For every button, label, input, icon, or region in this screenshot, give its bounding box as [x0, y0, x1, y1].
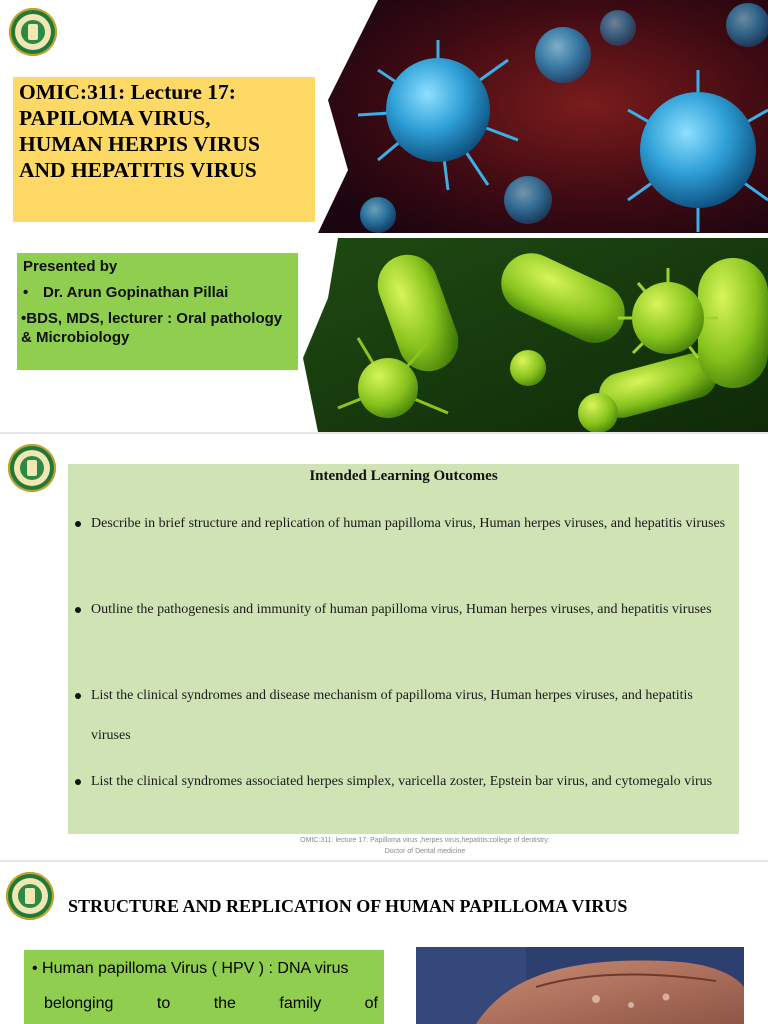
bullet-dot-icon: [75, 693, 81, 699]
hpv-bullet-continuation: [44, 995, 378, 1013]
bacteria-illustration: [298, 238, 768, 432]
title-line: HUMAN HERPIS VIRUS: [19, 132, 260, 156]
slide-footer: [220, 835, 630, 857]
outcome-item: [91, 762, 736, 802]
lecture-title-box: [13, 77, 315, 222]
lecture-title: [19, 79, 314, 183]
university-seal-icon: [8, 444, 56, 492]
bullet-dot-icon: [75, 779, 81, 785]
presenter-credentials: •BDS, MDS, lecturer : Oral pathology & Microbiology: [21, 310, 283, 346]
word: of: [364, 995, 378, 1012]
word: to: [156, 995, 171, 1012]
presenter-box: [17, 253, 298, 370]
word: family: [279, 995, 322, 1012]
title-line: PAPILOMA VIRUS,: [19, 106, 211, 130]
slide-heading: STRUCTURE AND REPLICATION OF HUMAN PAPILLOMA VIRUS: [68, 896, 628, 916]
hpv-description-box: [24, 950, 384, 1024]
learning-outcomes-slide: [0, 434, 768, 860]
word: the: [213, 995, 236, 1012]
footer-line: Doctor of Dental medicine: [384, 848, 466, 855]
word: belonging: [44, 995, 114, 1012]
outcome-item: [91, 590, 736, 630]
presenter-name-row: [23, 283, 228, 302]
outcome-text: List the clinical syndromes associated herpes simplex, varicella zoster, Epstein bar virus, and cytomegalo virus: [91, 774, 713, 789]
presented-by-label: Presented by: [23, 258, 118, 275]
outcome-text: List the clinical syndromes and disease mechanism of papilloma virus, Human herpes viruses, and hepatitis viruses: [91, 688, 693, 743]
learning-outcomes-box: [68, 464, 739, 834]
title-line: AND HEPATITIS VIRUS: [19, 158, 257, 182]
learning-outcomes-heading: Intended Learning Outcomes: [309, 468, 498, 484]
virus-illustration: [318, 0, 768, 233]
title-line: OMIC:311: Lecture 17:: [19, 80, 236, 104]
hpv-structure-slide: [0, 864, 768, 1024]
title-slide: [0, 0, 768, 432]
outcome-text: Outline the pathogenesis and immunity of human papilloma virus, Human herpes viruses, and hepatitis viruses: [91, 602, 712, 617]
outcome-item: [91, 676, 736, 756]
university-seal-icon: [9, 8, 57, 56]
outcome-item: [91, 504, 736, 544]
outcome-text: Describe in brief structure and replication of human papilloma virus, Human herpes viruses, and hepatitis viruses: [91, 516, 726, 531]
slide-divider: [0, 860, 768, 862]
bullet-dot-icon: [75, 521, 81, 527]
hpv-bullet-line: • Human papilloma Virus ( HPV ) : DNA virus: [32, 960, 349, 977]
university-seal-icon: [6, 872, 54, 920]
presenter-name: Dr. Arun Gopinathan Pillai: [43, 284, 229, 301]
clinical-photo: [416, 947, 744, 1024]
bullet-dot-icon: [75, 607, 81, 613]
bullet-dot-icon: •: [23, 284, 29, 301]
footer-line: OMIC:311: lecture 17: Papilloma virus ,herpes virus,hepatitis:college of dentistry:: [300, 837, 550, 844]
